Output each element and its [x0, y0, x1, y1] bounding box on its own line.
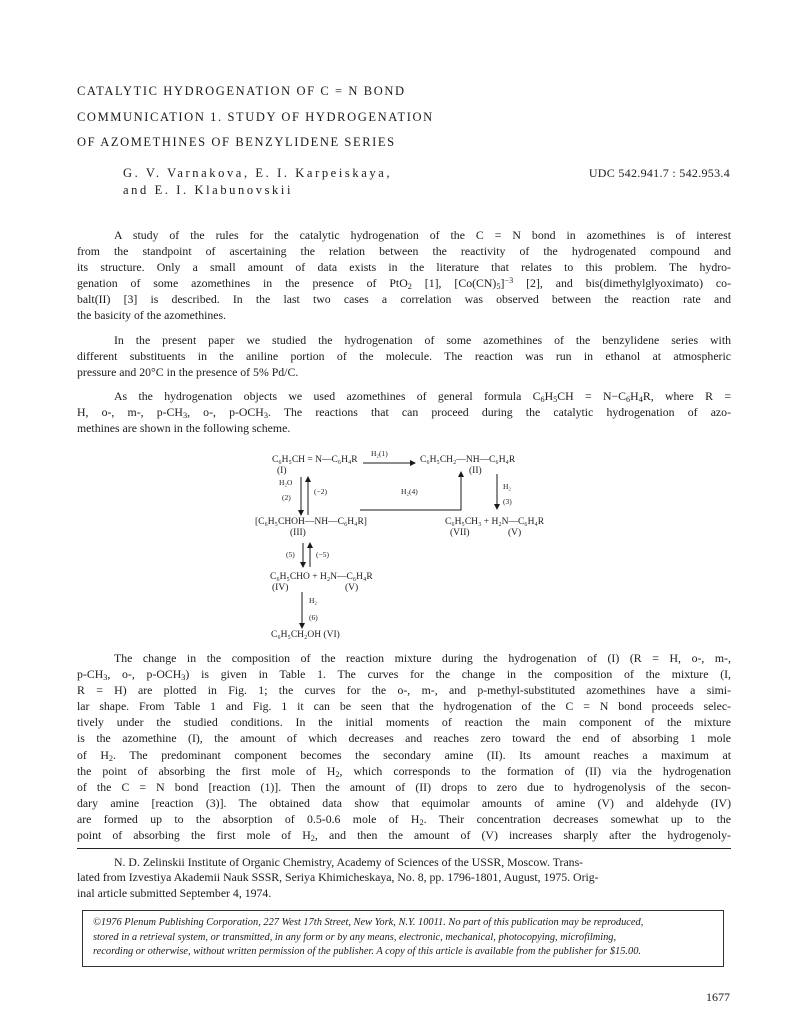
footnote-divider [77, 848, 731, 849]
compound-V-label: (V) [508, 528, 522, 538]
reaction-minus-5-label: (−5) [316, 550, 329, 559]
footnote-line: inal article submitted September 4, 1974. [77, 885, 272, 900]
reaction-2-label: (2) [282, 493, 291, 502]
article-title-line-3: OF AZOMETHINES OF BENZYLIDENE SERIES [77, 135, 396, 149]
text-line: different substituents in the aniline portion of the molecule. The reaction was run in ethanol at atmospheric [77, 349, 731, 364]
text-line: tively under the studied conditions. In the initial moments of reaction the main component of the mixture [77, 715, 731, 730]
text-line: genation of some azomethines in the presence of PtO$_2$ [1], $[Co(CN)_5]^{-3}$ [2], and bis(dimethylglyoximato) co- [77, 276, 731, 292]
text-line: balt(II) [3] is described. In the last two cases a correlation was observed between the reaction rate and [77, 292, 731, 307]
compound-III-label: (III) [290, 528, 306, 538]
copyright-line: recording or otherwise, without written permission of the publisher. A copy of this article is available from the publisher for $15.00. [93, 946, 641, 958]
article-title-line-1: CATALYTIC HYDROGENATION OF C = N BOND [77, 84, 406, 98]
text-line: $p-CH_3$, o-, $p-OCH_3$) is given in Table 1. The curves for the change in the composition of the mixture (I, [77, 667, 732, 683]
compound-V-label-2: (V) [345, 583, 359, 593]
paragraph-4 [77, 650, 731, 843]
reaction-3-label: (3) [503, 497, 512, 506]
compound-I-formula: C₆H₅CH = N—C₆H₄R [272, 455, 358, 465]
text-line: point of absorbing the first mole of $H_2$, and then the amount of (V) increases sharply after the hydrogenoly- [77, 828, 731, 844]
copyright-line: ©1976 Plenum Publishing Corporation, 227 West 17th Street, New York, N.Y. 10011. No part of this publication may be reproduced, [93, 917, 644, 928]
compound-VII-label: (VII) [450, 528, 470, 538]
text-line: are formed up to the absorption of 0.5-0.6 mole of $H_2$. Their concentration decreases somewhat up to the [77, 811, 732, 827]
text-line: lar shape. From Table 1 and Fig. 1 it can be seen that the hydrogenation of the C = N bond proceeds selec- [77, 699, 731, 714]
text-line: its structure. Only a small amount of data exists in the literature that relates to this problem. The hydro- [77, 260, 731, 275]
compound-II-label: (II) [469, 466, 482, 476]
text-line: A study of the rules for the catalytic hydrogenation of the C = N bond in azomethines is of interest [114, 228, 731, 242]
compound-VI-formula: C₆H₅CH₂OH (VI) [271, 630, 340, 640]
text-line: In the present paper we studied the hydrogenation of some azomethines of the benzylidene series with [114, 333, 731, 347]
water-label: H₂O [279, 478, 293, 487]
article-title-line-2: COMMUNICATION 1. STUDY OF HYDROGENATION [77, 110, 434, 124]
text-line: pressure and 20°C in the presence of 5% Pd/C. [77, 365, 299, 380]
compound-II-formula: C₆H₅CH₂—NH—C₆H₄R [420, 455, 516, 465]
compound-IV-label: (IV) [272, 583, 289, 593]
text-line: R = H) are plotted in Fig. 1; the curves for the o-, m-, and p-methyl-substituted azomethines have a simi- [77, 683, 731, 698]
text-line: The change in the composition of the reaction mixture during the hydrogenation of (I) (R = H, o-, m-, [114, 651, 731, 665]
copyright-line: stored in a retrieval system, or transmitted, in any form or by any means, electronic, mechanical, photocopying, microfilming, [93, 931, 617, 943]
text-line: the point of absorbing the first mole of $H_2$, which corresponds to the formation of (II) via the hydrogenation [77, 763, 732, 779]
text-line: methines are shown in the following scheme. [77, 421, 291, 436]
reaction-5-label: (5) [286, 550, 295, 559]
compound-IV-formula: C₆H₅CHO + H₂N—C₆H₄R [270, 572, 373, 582]
compound-VII-formula: C₆H₅CH₃ + H₂N—C₆H₄R [445, 517, 545, 527]
text-line: H, o-, m-, $p-CH_3$, o-, $p-OCH_3$. The reactions that can proceed during the catalytic hydrogenation of azo- [77, 405, 731, 421]
text-line: from the standpoint of ascertaining the relation between the reactivity of the hydrogenated compound and [77, 244, 731, 259]
page-number: 1677 [706, 990, 730, 1004]
footnote [77, 855, 731, 901]
udc-code: UDC 542.941.7 : 542.953.4 [588, 166, 730, 180]
text-line: of $H_2$. The predominant component becomes the secondary amine (II). Its amount reaches a maximum at [77, 747, 732, 763]
footnote-line: lated from Izvestiya Akademii Nauk SSSR, Seriya Khimicheskaya, No. 8, pp. 1796-1801, August, 1975. Orig- [77, 870, 599, 885]
reaction-1-label: H₂(1) [371, 449, 388, 458]
text-line: is the azomethine (I), the amount of which decreases and reaches zero toward the end of absorbing 1 mole [77, 731, 731, 746]
compound-I-label: (I) [277, 466, 287, 476]
reaction-6-hydrogen: H₂ [309, 596, 318, 605]
authors-line-2: and E. I. Klabunovskii [123, 183, 294, 197]
text-line: of the C = N bond [reaction (1)]. Then the amount of (II) drops to zero due to hydrogenolysis of the secon- [77, 779, 731, 794]
authors-line-1: G. V. Varnakova, E. I. Karpeiskaya, [123, 166, 393, 180]
reaction-4-label: H₂(4) [401, 487, 418, 496]
compound-III-formula: [C₆H₅CHOH—NH—C₆H₄R] [255, 517, 367, 527]
text-line: As the hydrogenation objects we used azomethines of general formula $C_6H_5CH = N-C_6H_4R$, where R = [114, 389, 731, 404]
reaction-3-hydrogen: H₂ [503, 482, 512, 491]
reaction-6-label: (6) [309, 613, 318, 622]
reaction-minus-2-label: (−2) [314, 487, 327, 496]
footnote-line: N. D. Zelinskii Institute of Organic Chemistry, Academy of Sciences of the USSR, Moscow. Trans- [114, 855, 584, 869]
copyright-notice-box [82, 910, 724, 967]
text-line: dary amine [reaction (3)]. The obtained data show that equimolar amounts of amine (V) and aldehyde (IV) [77, 795, 731, 810]
text-line: the basicity of the azomethines. [77, 308, 227, 323]
